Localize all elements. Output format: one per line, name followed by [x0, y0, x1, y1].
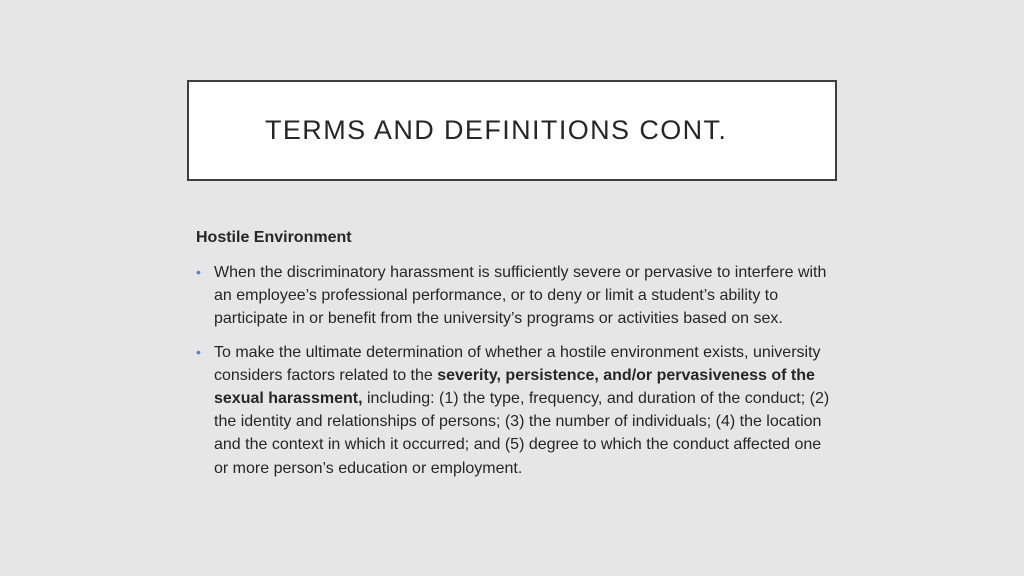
bullet-text-2-bold: severity, persistence, and/or pervasiveness of the sexual harassment,: [214, 366, 815, 408]
section-heading: Hostile Environment: [196, 229, 352, 246]
bullet-dot-icon: •: [196, 343, 201, 360]
slide-content: [196, 227, 836, 490]
bullet-item-1: [196, 261, 836, 331]
bullet-text-1: When the discriminatory harassment is sufficiently severe or pervasive to interfere with an employee’s professional performance, or to deny or limit a student’s ability to participate in or benefit from the university’s programs or activities based on sex.: [214, 264, 827, 328]
bullet-text-2-before: To make the ultimate determination of whether a hostile environment exists, university considers factors related to the: [214, 343, 821, 384]
bullet-list: [196, 261, 836, 480]
bullet-item-2: [196, 341, 836, 480]
bullet-text-2-after: including: (1) the type, frequency, and duration of the conduct; (2) the identity and relationships of persons; (3) the number of individuals; (4) the location and the context in which it occurred; and (5) degree to which the conduct affected one or more person’s education or employment.: [214, 390, 830, 477]
slide-title-box: [187, 80, 837, 181]
slide-title: TERMS AND DEFINITIONS CONT.: [265, 115, 728, 145]
bullet-dot-icon: •: [196, 264, 201, 280]
